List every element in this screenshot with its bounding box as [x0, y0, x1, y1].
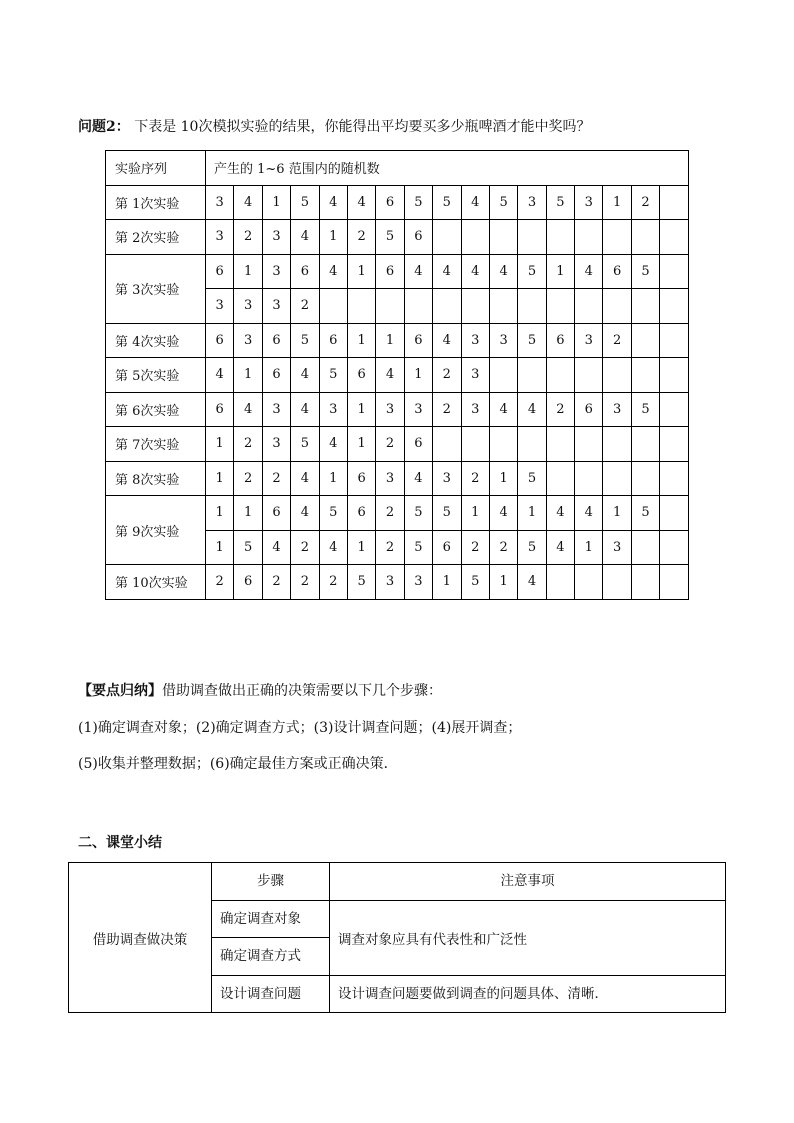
random-number-cell: 3 — [603, 392, 631, 427]
random-number-cell: 6 — [404, 220, 432, 255]
random-number-cell — [660, 496, 688, 531]
random-number-cell: 4 — [319, 185, 347, 220]
random-number-cell: 3 — [262, 289, 290, 324]
random-number-cell: 1 — [347, 427, 375, 462]
random-number-cell: 4 — [433, 254, 461, 289]
random-number-cell — [575, 289, 603, 324]
random-number-cell: 4 — [404, 461, 432, 496]
random-number-cell — [518, 289, 546, 324]
table-row — [106, 461, 689, 496]
summary-col-steps: 步骤 — [212, 863, 330, 901]
random-number-cell: 5 — [631, 496, 659, 531]
random-number-cell: 4 — [546, 530, 574, 565]
random-number-cell: 3 — [376, 565, 404, 600]
random-number-cell — [518, 220, 546, 255]
random-number-cell — [660, 220, 688, 255]
random-number-cell: 5 — [461, 565, 489, 600]
random-number-cell: 4 — [319, 530, 347, 565]
random-number-cell — [631, 289, 659, 324]
random-number-cell — [546, 289, 574, 324]
random-number-cell: 1 — [603, 496, 631, 531]
random-number-cell: 6 — [262, 358, 290, 393]
random-number-cell: 3 — [206, 220, 234, 255]
random-number-cell: 2 — [631, 185, 659, 220]
random-number-cell: 1 — [404, 358, 432, 393]
random-number-cell — [660, 185, 688, 220]
random-number-cell: 1 — [319, 461, 347, 496]
random-number-cell — [461, 427, 489, 462]
random-number-cell — [575, 427, 603, 462]
random-number-cell: 6 — [347, 358, 375, 393]
random-number-cell: 2 — [319, 565, 347, 600]
random-number-cell: 5 — [319, 496, 347, 531]
random-number-cell: 1 — [347, 530, 375, 565]
random-number-cell: 3 — [376, 461, 404, 496]
random-number-cell — [603, 565, 631, 600]
random-number-cell: 2 — [376, 530, 404, 565]
random-number-cell: 5 — [631, 392, 659, 427]
random-number-cell: 4 — [489, 254, 517, 289]
random-number-cell: 1 — [319, 220, 347, 255]
random-number-cell — [546, 461, 574, 496]
random-number-cell: 5 — [291, 427, 319, 462]
random-number-cell: 4 — [575, 496, 603, 531]
random-number-cell: 5 — [291, 185, 319, 220]
random-number-cell — [660, 254, 688, 289]
random-number-cell — [660, 392, 688, 427]
random-number-cell: 6 — [262, 323, 290, 358]
random-number-cell: 2 — [489, 530, 517, 565]
random-number-cell: 2 — [461, 461, 489, 496]
random-number-cell: 3 — [518, 185, 546, 220]
random-number-cell: 1 — [603, 185, 631, 220]
random-number-cell: 4 — [206, 358, 234, 393]
random-number-cell: 4 — [575, 254, 603, 289]
experiment-label: 第 1次实验 — [106, 185, 206, 220]
header-random-numbers: 产生的 1~6 范围内的随机数 — [206, 151, 689, 186]
random-number-cell: 1 — [546, 254, 574, 289]
random-number-cell — [461, 289, 489, 324]
table-row — [106, 565, 689, 600]
random-number-cell: 6 — [404, 427, 432, 462]
random-number-cell: 3 — [461, 323, 489, 358]
random-number-cell: 5 — [404, 185, 432, 220]
random-number-cell: 4 — [489, 496, 517, 531]
random-number-cell: 2 — [291, 530, 319, 565]
experiment-label: 第 10次实验 — [106, 565, 206, 600]
random-number-cell: 2 — [234, 427, 262, 462]
random-number-cell: 4 — [546, 496, 574, 531]
question-2-label: 问题2： — [78, 119, 130, 135]
random-number-cell: 3 — [376, 392, 404, 427]
random-number-cell: 2 — [291, 289, 319, 324]
key-points-text: 借助调查做出正确的决策需要以下几个步骤： — [162, 683, 442, 699]
random-number-cell — [660, 461, 688, 496]
random-number-cell: 1 — [206, 530, 234, 565]
random-number-cell: 4 — [262, 530, 290, 565]
random-number-cell — [660, 358, 688, 393]
random-number-cell: 1 — [433, 565, 461, 600]
experiment-label: 第 3次实验 — [106, 254, 206, 323]
random-number-cell — [546, 358, 574, 393]
random-number-cell: 2 — [234, 461, 262, 496]
random-number-cell: 6 — [291, 254, 319, 289]
random-number-cell — [603, 427, 631, 462]
table-row — [106, 254, 689, 289]
random-number-cell: 4 — [461, 185, 489, 220]
random-number-cell: 2 — [206, 565, 234, 600]
random-number-cell: 1 — [518, 496, 546, 531]
random-number-cell: 2 — [347, 220, 375, 255]
random-number-cell: 5 — [291, 323, 319, 358]
random-number-cell: 6 — [206, 254, 234, 289]
random-number-cell: 4 — [461, 254, 489, 289]
random-number-cell: 5 — [518, 530, 546, 565]
key-points-line-1: (1)确定调查对象；(2)确定调查方式；(3)设计调查问题；(4)展开调查； — [78, 720, 522, 736]
random-number-cell: 4 — [291, 392, 319, 427]
experiment-label: 第 4次实验 — [106, 323, 206, 358]
random-number-cell: 2 — [461, 530, 489, 565]
question-2-text: 下表是 10次模拟实验的结果，你能得出平均要买多少瓶啤酒才能中奖吗？ — [134, 119, 591, 135]
random-number-cell: 3 — [433, 461, 461, 496]
random-number-cell: 3 — [461, 392, 489, 427]
table-row — [106, 427, 689, 462]
random-number-cell: 6 — [319, 323, 347, 358]
random-number-cell — [433, 289, 461, 324]
random-number-cell — [575, 358, 603, 393]
random-number-cell — [489, 358, 517, 393]
summary-topic: 借助调查做决策 — [69, 863, 212, 1013]
random-number-cell — [603, 220, 631, 255]
random-number-cell: 5 — [404, 530, 432, 565]
simulation-results-table — [105, 150, 689, 600]
random-number-cell: 6 — [433, 530, 461, 565]
random-number-cell: 4 — [291, 358, 319, 393]
random-number-cell: 5 — [433, 185, 461, 220]
random-number-cell — [433, 427, 461, 462]
random-number-cell: 4 — [234, 185, 262, 220]
random-number-cell — [319, 289, 347, 324]
random-number-cell — [518, 427, 546, 462]
random-number-cell — [660, 323, 688, 358]
table-row — [106, 358, 689, 393]
summary-note-1: 调查对象应具有代表性和广泛性 — [330, 901, 726, 976]
experiment-label: 第 7次实验 — [106, 427, 206, 462]
random-number-cell: 1 — [376, 323, 404, 358]
random-number-cell: 2 — [234, 220, 262, 255]
random-number-cell: 6 — [347, 496, 375, 531]
random-number-cell: 1 — [575, 530, 603, 565]
table-row — [106, 496, 689, 531]
table-header-row — [106, 151, 689, 186]
experiment-label: 第 5次实验 — [106, 358, 206, 393]
table-row — [106, 185, 689, 220]
random-number-cell: 3 — [234, 323, 262, 358]
random-number-cell: 1 — [206, 496, 234, 531]
random-number-cell: 4 — [489, 392, 517, 427]
random-number-cell — [660, 427, 688, 462]
random-number-cell: 6 — [575, 392, 603, 427]
random-number-cell — [631, 530, 659, 565]
random-number-cell: 4 — [291, 220, 319, 255]
random-number-cell: 1 — [234, 254, 262, 289]
random-number-cell: 5 — [518, 461, 546, 496]
random-number-cell: 3 — [262, 392, 290, 427]
random-number-cell — [631, 220, 659, 255]
experiment-label: 第 6次实验 — [106, 392, 206, 427]
random-number-cell: 3 — [262, 427, 290, 462]
random-number-cell — [404, 289, 432, 324]
random-number-cell: 4 — [319, 254, 347, 289]
class-summary-table — [68, 862, 726, 1013]
random-number-cell: 3 — [404, 392, 432, 427]
experiment-label: 第 8次实验 — [106, 461, 206, 496]
random-number-cell — [489, 427, 517, 462]
table-row — [106, 323, 689, 358]
header-experiment-sequence: 实验序列 — [106, 151, 206, 186]
random-number-cell — [489, 220, 517, 255]
random-number-cell — [631, 358, 659, 393]
random-number-cell: 6 — [347, 461, 375, 496]
random-number-cell: 4 — [347, 185, 375, 220]
random-number-cell — [575, 565, 603, 600]
random-number-cell — [603, 358, 631, 393]
random-number-cell: 5 — [433, 496, 461, 531]
random-number-cell — [347, 289, 375, 324]
random-number-cell: 5 — [631, 254, 659, 289]
random-number-cell: 4 — [291, 496, 319, 531]
random-number-cell: 3 — [461, 358, 489, 393]
random-number-cell — [575, 220, 603, 255]
random-number-cell: 2 — [262, 565, 290, 600]
table-row — [106, 392, 689, 427]
experiment-label: 第 2次实验 — [106, 220, 206, 255]
random-number-cell: 4 — [319, 427, 347, 462]
random-number-cell: 2 — [433, 358, 461, 393]
random-number-cell: 1 — [234, 496, 262, 531]
random-number-cell: 1 — [489, 565, 517, 600]
question-2 — [78, 116, 590, 136]
random-number-cell — [603, 289, 631, 324]
summary-col-notes: 注意事项 — [330, 863, 726, 901]
random-number-cell: 4 — [433, 323, 461, 358]
random-number-cell: 2 — [376, 496, 404, 531]
key-points-line-2: (5)收集并整理数据；(6)确定最佳方案或正确决策． — [78, 756, 398, 772]
random-number-cell: 1 — [347, 392, 375, 427]
random-number-cell: 4 — [234, 392, 262, 427]
random-number-cell: 4 — [518, 392, 546, 427]
random-number-cell: 3 — [262, 220, 290, 255]
random-number-cell: 4 — [291, 461, 319, 496]
random-number-cell — [660, 565, 688, 600]
random-number-cell: 5 — [347, 565, 375, 600]
random-number-cell — [518, 358, 546, 393]
random-number-cell: 3 — [206, 289, 234, 324]
random-number-cell — [631, 461, 659, 496]
random-number-cell: 1 — [347, 254, 375, 289]
random-number-cell: 1 — [206, 427, 234, 462]
random-number-cell — [660, 289, 688, 324]
random-number-cell: 6 — [234, 565, 262, 600]
random-number-cell: 3 — [603, 530, 631, 565]
random-number-cell: 2 — [376, 427, 404, 462]
random-number-cell: 6 — [206, 392, 234, 427]
random-number-cell: 3 — [404, 565, 432, 600]
random-number-cell: 3 — [575, 323, 603, 358]
random-number-cell: 3 — [234, 289, 262, 324]
random-number-cell: 5 — [404, 496, 432, 531]
random-number-cell: 6 — [206, 323, 234, 358]
random-number-cell: 5 — [518, 254, 546, 289]
random-number-cell — [546, 565, 574, 600]
random-number-cell: 6 — [404, 323, 432, 358]
random-number-cell — [631, 565, 659, 600]
random-number-cell — [660, 530, 688, 565]
random-number-cell: 2 — [603, 323, 631, 358]
table-row — [106, 220, 689, 255]
random-number-cell: 2 — [262, 461, 290, 496]
random-number-cell: 5 — [489, 185, 517, 220]
random-number-cell: 3 — [206, 185, 234, 220]
random-number-cell: 5 — [518, 323, 546, 358]
summary-step-3: 设计调查问题 — [212, 976, 330, 1013]
random-number-cell: 1 — [347, 323, 375, 358]
key-points-label: 【要点归纳】 — [78, 683, 162, 699]
random-number-cell — [631, 323, 659, 358]
random-number-cell: 6 — [376, 185, 404, 220]
random-number-cell — [546, 427, 574, 462]
random-number-cell — [489, 289, 517, 324]
random-number-cell: 1 — [262, 185, 290, 220]
random-number-cell: 3 — [319, 392, 347, 427]
random-number-cell: 5 — [546, 185, 574, 220]
random-number-cell: 3 — [575, 185, 603, 220]
random-number-cell: 4 — [518, 565, 546, 600]
random-number-cell: 4 — [404, 254, 432, 289]
random-number-cell: 1 — [234, 358, 262, 393]
random-number-cell: 6 — [546, 323, 574, 358]
random-number-cell: 3 — [262, 254, 290, 289]
random-number-cell: 2 — [546, 392, 574, 427]
random-number-cell: 1 — [461, 496, 489, 531]
summary-note-3: 设计调查问题要做到调查的问题具体、清晰． — [330, 976, 726, 1013]
random-number-cell — [376, 289, 404, 324]
random-number-cell: 5 — [234, 530, 262, 565]
random-number-cell: 6 — [603, 254, 631, 289]
random-number-cell: 5 — [376, 220, 404, 255]
key-points-intro — [78, 680, 442, 700]
random-number-cell: 6 — [376, 254, 404, 289]
random-number-cell: 1 — [206, 461, 234, 496]
random-number-cell — [546, 220, 574, 255]
summary-step-2: 确定调查方式 — [212, 938, 330, 976]
random-number-cell: 2 — [291, 565, 319, 600]
random-number-cell — [603, 461, 631, 496]
random-number-cell — [461, 220, 489, 255]
section-title: 二、课堂小结 — [78, 835, 162, 851]
random-number-cell — [433, 220, 461, 255]
random-number-cell: 1 — [489, 461, 517, 496]
experiment-label: 第 9次实验 — [106, 496, 206, 565]
summary-step-1: 确定调查对象 — [212, 901, 330, 938]
random-number-cell: 5 — [319, 358, 347, 393]
random-number-cell: 6 — [262, 496, 290, 531]
random-number-cell: 4 — [376, 358, 404, 393]
random-number-cell — [575, 461, 603, 496]
random-number-cell — [631, 427, 659, 462]
random-number-cell: 2 — [433, 392, 461, 427]
random-number-cell: 3 — [489, 323, 517, 358]
